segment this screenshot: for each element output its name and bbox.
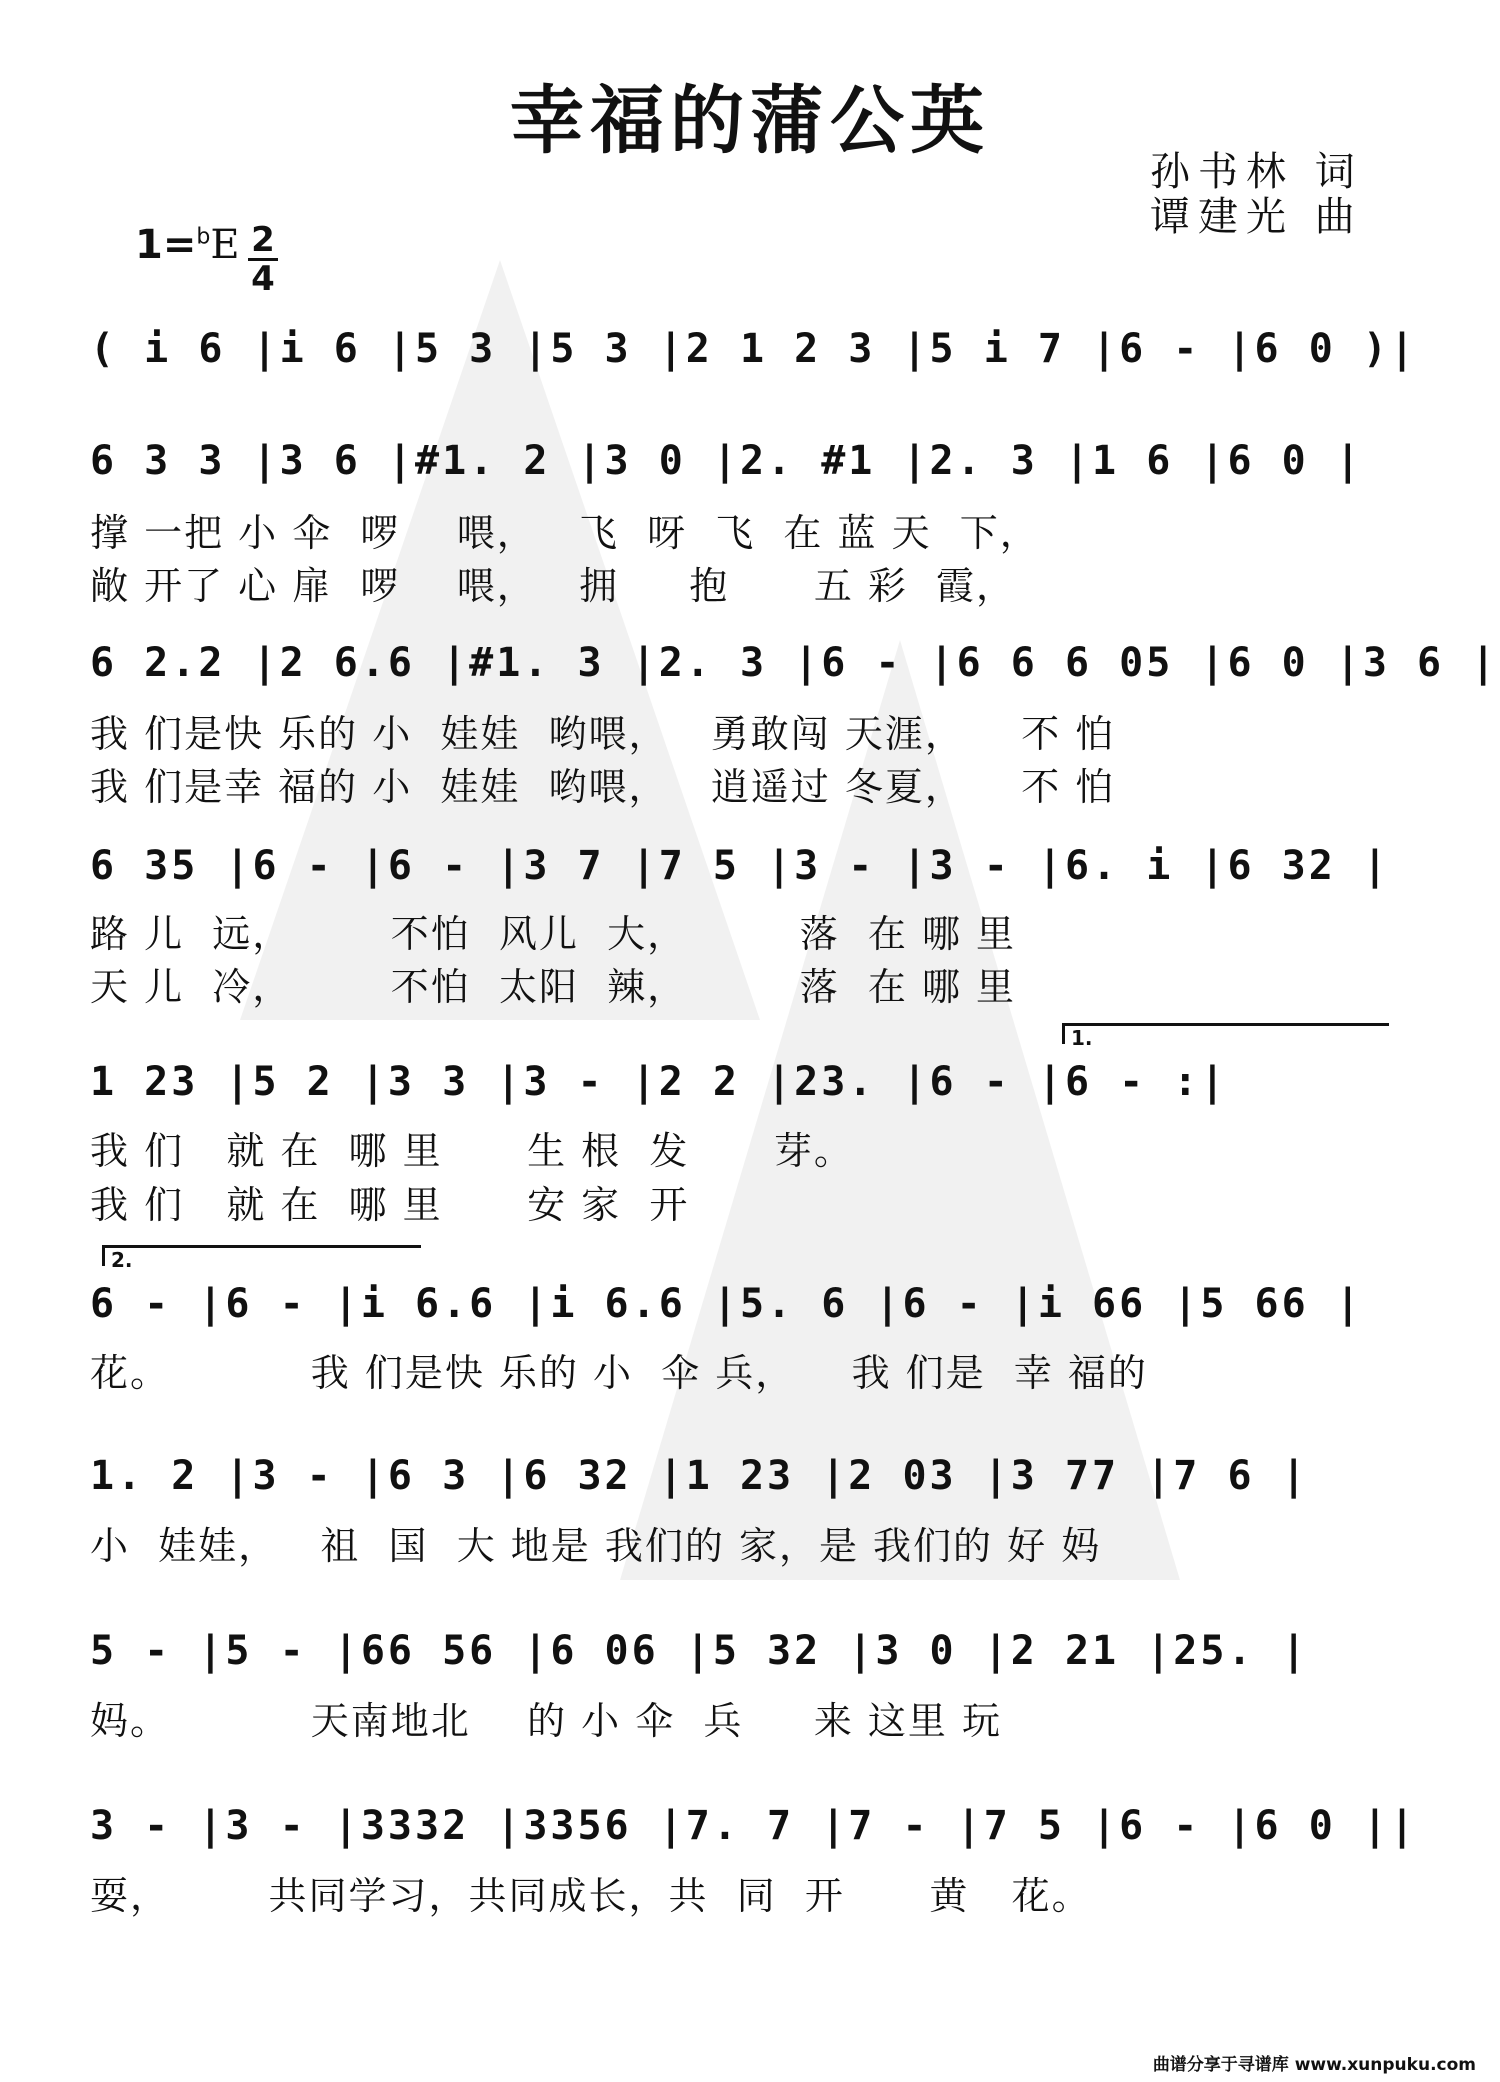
music-system [90,830,1390,902]
lyric-line: 小 娃娃， 祖 国 大 地是 我们的 家，是 我们的 好 妈 [90,1524,1102,1568]
lyric-line: 我 们 就 在 哪 里 生 根 发 芽。 [90,1129,854,1173]
time-signature: 2 4 [248,222,278,297]
notation-line: 1 23 |5 2 |3 3 |3 - |2 2 |23. |6 - |6 - :| [90,1059,1228,1105]
lyric-line: 撑 一把 小 伞 啰 喂， 飞 呀 飞 在 蓝 天 下， [90,511,1040,555]
notation-line: 6 - |6 - |i 6.6 |i 6.6 |5. 6 |6 - |i 66 |5 66 | [90,1281,1363,1327]
notation-line: 3 - |3 - |3332 |3356 |7. 7 |7 - |7 5 |6 - |6 0 || [90,1803,1418,1849]
notation-line: 6 35 |6 - |6 - |3 7 |7 5 |3 - |3 - |6. i |6 32 | [90,843,1390,889]
music-system [90,425,1390,497]
volta-bracket-1: 1. [1062,1023,1389,1044]
music-system [90,627,1499,699]
lyric-line: 耍， 共同学习，共同成长，共 同 开 黄 花。 [90,1874,1092,1918]
music-system [90,1268,1390,1340]
music-system-intro [90,313,1418,385]
lyric-line: 妈。 天南地北 的 小 伞 兵 来 这里 玩 [90,1699,1002,1743]
lyric-line: 敞 开了 心 扉 啰 喂， 拥 抱 五 彩 霞， [90,564,1017,608]
notation-line: ( i 6 |i 6 |5 3 |5 3 |2 1 2 3 |5 i 7 |6 - |6 0 )| [90,326,1418,372]
music-system [90,1440,1390,1512]
composer-credit: 谭建光 曲 [1150,194,1363,240]
lyric-line: 路 儿 远， 不怕 风儿 大， 落 在 哪 里 [90,912,1017,956]
lyric-line: 我 们是快 乐的 小 娃娃 哟喂， 勇敢闯 天涯， 不 怕 [90,712,1116,756]
music-system [90,1790,1418,1862]
music-system [90,1615,1390,1687]
lyric-line: 天 儿 冷， 不怕 太阳 辣， 落 在 哪 里 [90,965,1017,1009]
notation-line: 1. 2 |3 - |6 3 |6 32 |1 23 |2 03 |3 77 |7 6 | [90,1453,1309,1499]
lyric-line: 花。 我 们是快 乐的 小 伞 兵， 我 们是 幸 福的 [90,1351,1148,1395]
source-footer: 曲谱分享于寻谱库 www.xunpuku.com [1152,2055,1476,2075]
notation-line: 5 - |5 - |66 56 |6 06 |5 32 |3 0 |2 21 |25. | [90,1628,1309,1674]
lyric-line: 我 们 就 在 哪 里 安 家 开 [90,1183,690,1227]
volta-bracket-2: 2. [102,1245,421,1266]
song-title: 幸福的蒲公英 [510,78,990,164]
key-signature: 1=$^b$E [135,222,240,268]
music-system [90,1046,1390,1118]
lyric-line: 我 们是幸 福的 小 娃娃 哟喂， 逍遥过 冬夏， 不 怕 [90,765,1116,809]
notation-line: 6 2.2 |2 6.6 |#1. 3 |2. 3 |6 - |6 6 6 05 |6 0 |3 6 | [90,640,1499,686]
lyricist-credit: 孙书林 词 [1150,149,1363,195]
notation-line: 6 3 3 |3 6 |#1. 2 |3 0 |2. #1 |2. 3 |1 6 |6 0 | [90,438,1363,484]
